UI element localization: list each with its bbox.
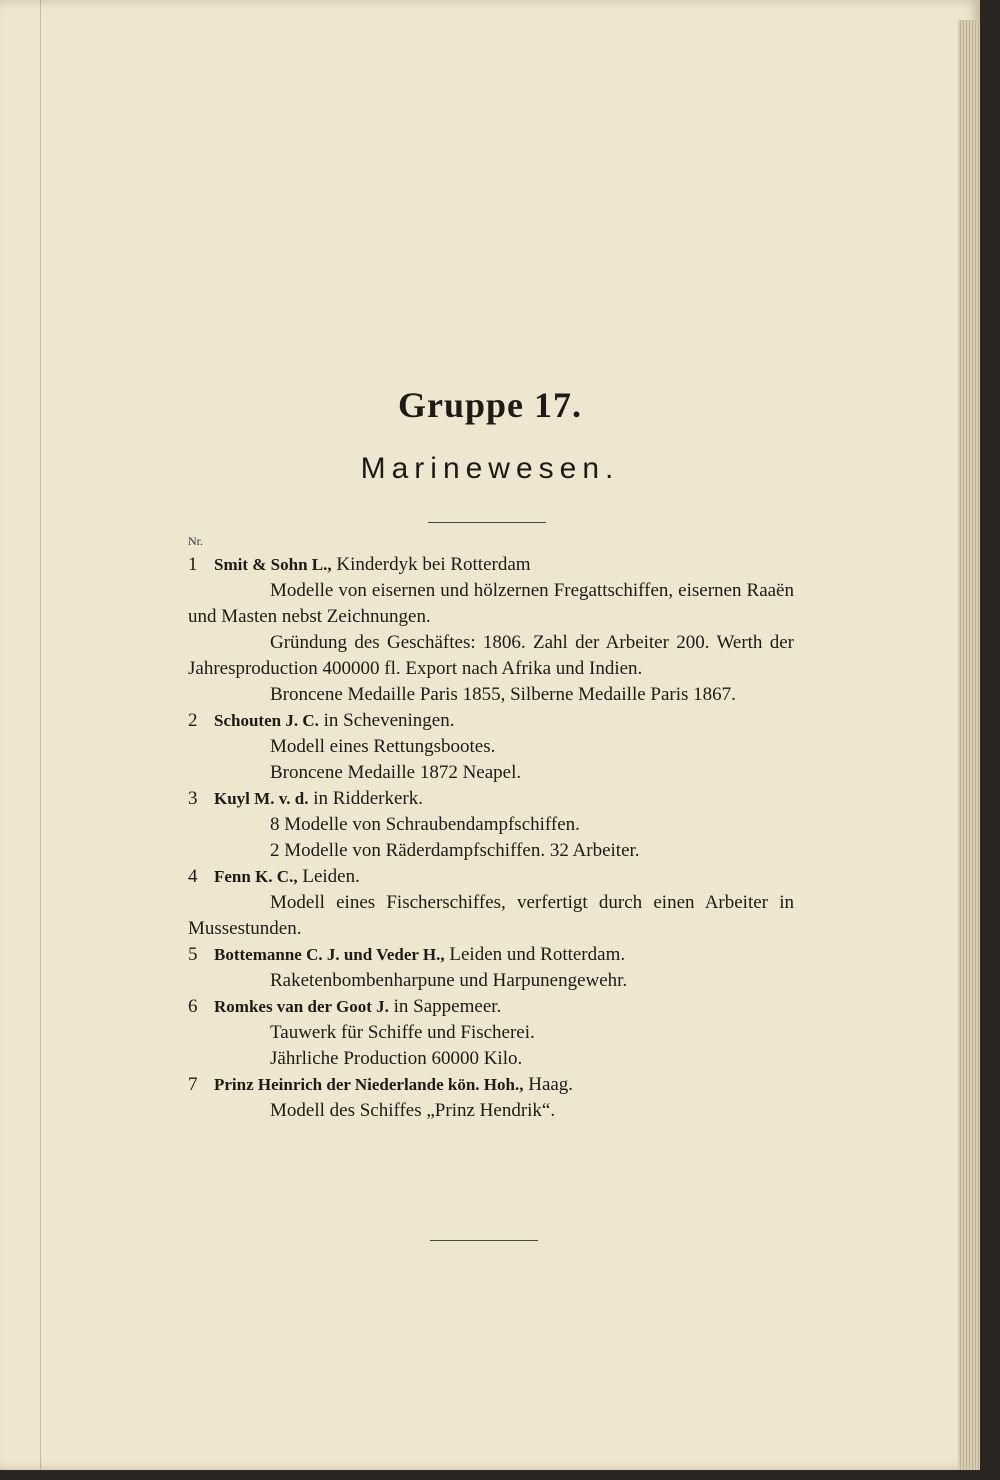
- entry-number: 1: [188, 554, 198, 575]
- list-item: [188, 786, 794, 864]
- entry-detail: Broncene Medaille 1872 Neapel.: [270, 762, 522, 783]
- list-item: [188, 1072, 794, 1124]
- exhibitor-place: Leiden.: [302, 866, 360, 887]
- list-item: [188, 552, 794, 708]
- entry-detail: Raketenbombenharpune und Harpunengewehr.: [270, 970, 628, 991]
- entry-detail: Modell des Schiffes „Prinz Hendrik“.: [270, 1100, 556, 1121]
- list-item: [188, 994, 794, 1072]
- exhibitor-place: in Ridderkerk.: [313, 788, 423, 809]
- exhibitor-name: Prinz Heinrich der Niederlande kön. Hoh.,: [214, 1075, 524, 1094]
- page-binding: [0, 0, 41, 1470]
- entry-heading: [188, 708, 794, 734]
- exhibitor-name: Bottemanne C. J. und Veder H.,: [214, 945, 445, 964]
- list-item: [188, 864, 794, 942]
- entry-number: 2: [188, 710, 198, 731]
- exhibitor-place: Kinderdyk bei Rotterdam: [336, 554, 531, 575]
- exhibitor-list: [188, 552, 794, 1124]
- exhibitor-name: Fenn K. C.,: [214, 867, 298, 886]
- entry-heading: [188, 864, 794, 890]
- entry-number: 5: [188, 944, 198, 965]
- entry-detail: Modell eines Fischerschiffes, verfertigt durch einen Arbeiter in Mussestunden.: [188, 892, 794, 939]
- exhibitor-name: Romkes van der Goot J.: [214, 997, 389, 1016]
- entry-number: 3: [188, 788, 198, 809]
- page-edge: [958, 20, 980, 1470]
- exhibitor-place: Leiden und Rotterdam.: [449, 944, 626, 965]
- list-item: [188, 942, 794, 994]
- entry-detail: Gründung des Geschäftes: 1806. Zahl der Arbeiter 200. Werth der Jahresproduction 400000 fl. Export nach Afrika und Indien.: [188, 632, 794, 679]
- exhibitor-place: Haag.: [528, 1074, 574, 1095]
- entry-heading: [188, 786, 794, 812]
- entry-heading: [188, 994, 794, 1020]
- exhibitor-name: Kuyl M. v. d.: [214, 789, 309, 808]
- entry-number: 7: [188, 1074, 198, 1095]
- number-column-label: Nr.: [188, 534, 203, 548]
- title-divider: [428, 522, 546, 523]
- entry-detail: Jährliche Production 60000 Kilo.: [270, 1048, 523, 1069]
- entry-number: 4: [188, 866, 198, 887]
- page-title: Gruppe 17.: [397, 385, 583, 425]
- entry-detail: 2 Modelle von Räderdampfschiffen. 32 Arbeiter.: [270, 840, 640, 861]
- entry-detail: Modelle von eisernen und hölzernen Fregattschiffen, eisernen Raaën und Masten nebst Zeichnungen.: [188, 580, 794, 627]
- entry-detail: 8 Modelle von Schraubendampfschiffen.: [270, 814, 580, 835]
- entry-number: 6: [188, 996, 198, 1017]
- entry-detail: Modell eines Rettungsbootes.: [270, 736, 496, 757]
- closing-divider: [430, 1240, 538, 1241]
- page-subtitle: Marinewesen.: [360, 452, 620, 485]
- entry-detail: Broncene Medaille Paris 1855, Silberne Medaille Paris 1867.: [270, 684, 736, 705]
- entry-heading: [188, 942, 794, 968]
- list-item: [188, 708, 794, 786]
- entry-heading: [188, 1072, 794, 1098]
- exhibitor-place: in Scheveningen.: [323, 710, 455, 731]
- entry-heading: [188, 552, 794, 578]
- exhibitor-place: in Sappemeer.: [393, 996, 502, 1017]
- exhibitor-name: Schouten J. C.: [214, 711, 319, 730]
- exhibitor-name: Smit & Sohn L.,: [214, 555, 332, 574]
- entry-detail: Tauwerk für Schiffe und Fischerei.: [270, 1022, 535, 1043]
